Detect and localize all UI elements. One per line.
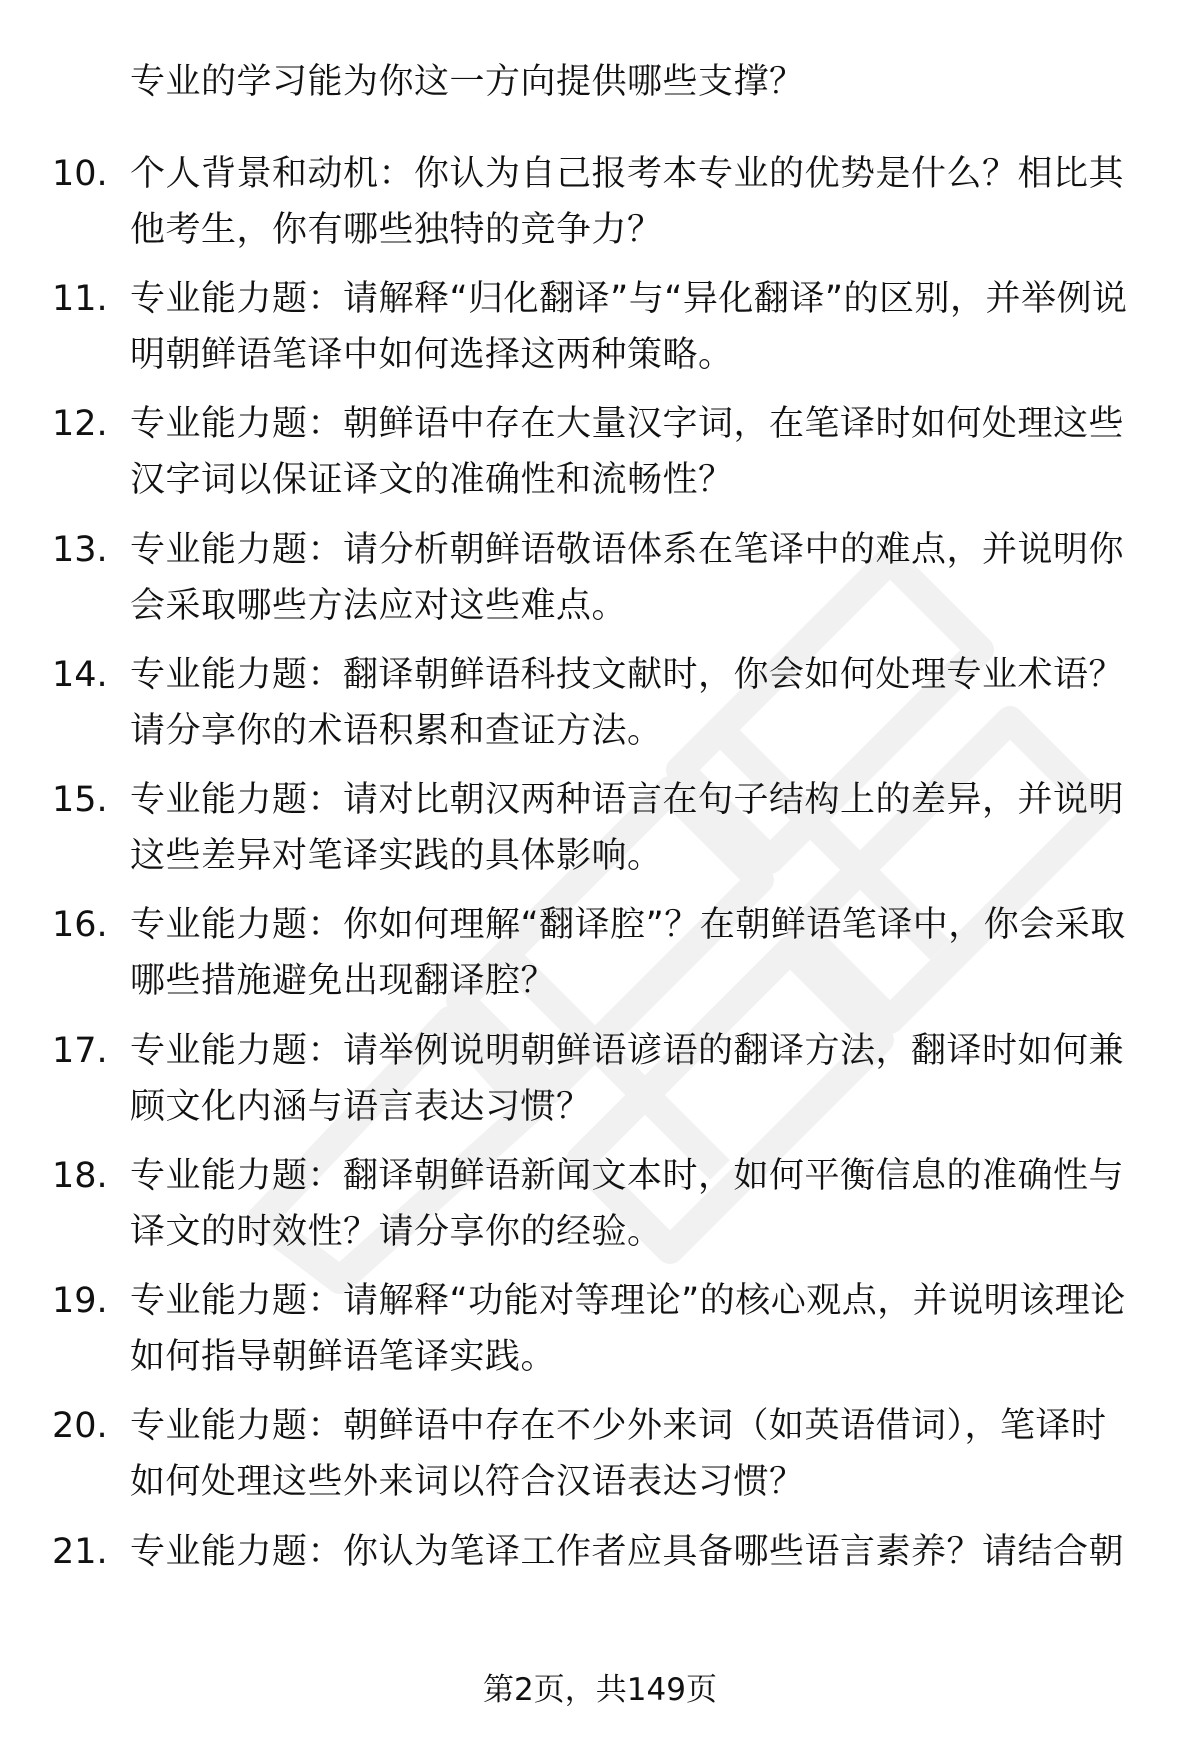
question-text: 专业能力题：请对比朝汉两种语言在句子结构上的差异，并说明这些差异对笔译实践的具体影响。 [130, 780, 1125, 876]
question-number: 19. [52, 1281, 108, 1321]
continued-question-text: 专业的学习能为你这一方向提供哪些支撑？ [130, 62, 805, 102]
question-number: 21. [52, 1532, 108, 1572]
question-number: 10. [52, 154, 108, 194]
question-number: 13. [52, 530, 108, 570]
question-text: 专业能力题：翻译朝鲜语新闻文本时，如何平衡信息的准确性与译文的时效性？请分享你的经验。 [130, 1156, 1125, 1252]
question-number: 11. [52, 279, 108, 319]
question-text: 专业能力题：翻译朝鲜语科技文献时，你会如何处理专业术语？请分享你的术语积累和查证方法。 [130, 655, 1125, 751]
question-text: 专业能力题：请举例说明朝鲜语谚语的翻译方法，翻译时如何兼顾文化内涵与语言表达习惯？ [130, 1031, 1125, 1127]
question-text: 专业能力题：你认为笔译工作者应具备哪些语言素养？请结合朝 [130, 1532, 1125, 1572]
question-number: 16. [52, 905, 108, 945]
question-text: 专业能力题：朝鲜语中存在不少外来词（如英语借词），笔译时如何处理这些外来词以符合汉语表达习惯？ [130, 1406, 1107, 1502]
question-text: 专业能力题：请解释“功能对等理论”的核心观点，并说明该理论如何指导朝鲜语笔译实践。 [130, 1281, 1126, 1377]
question-number: 14. [52, 655, 108, 695]
question-number: 17. [52, 1031, 108, 1071]
question-text: 专业能力题：朝鲜语中存在大量汉字词，在笔译时如何处理这些汉字词以保证译文的准确性和流畅性？ [130, 404, 1125, 500]
question-number: 20. [52, 1406, 108, 1446]
question-number: 18. [52, 1156, 108, 1196]
question-text: 专业能力题：请分析朝鲜语敬语体系在笔译中的难点，并说明你会采取哪些方法应对这些难点。 [130, 530, 1125, 626]
question-number: 15. [52, 780, 108, 820]
question-text: 专业能力题：请解释“归化翻译”与“异化翻译”的区别，并举例说明朝鲜语笔译中如何选择这两种策略。 [130, 279, 1128, 375]
question-text: 专业能力题：你如何理解“翻译腔”？在朝鲜语笔译中，你会采取哪些措施避免出现翻译腔？ [130, 905, 1126, 1001]
question-number: 12. [52, 404, 108, 444]
question-text: 个人背景和动机：你认为自己报考本专业的优势是什么？相比其他考生，你有哪些独特的竞争力？ [130, 154, 1125, 250]
page-number-footer: 第2页，共149页 [483, 1672, 717, 1708]
